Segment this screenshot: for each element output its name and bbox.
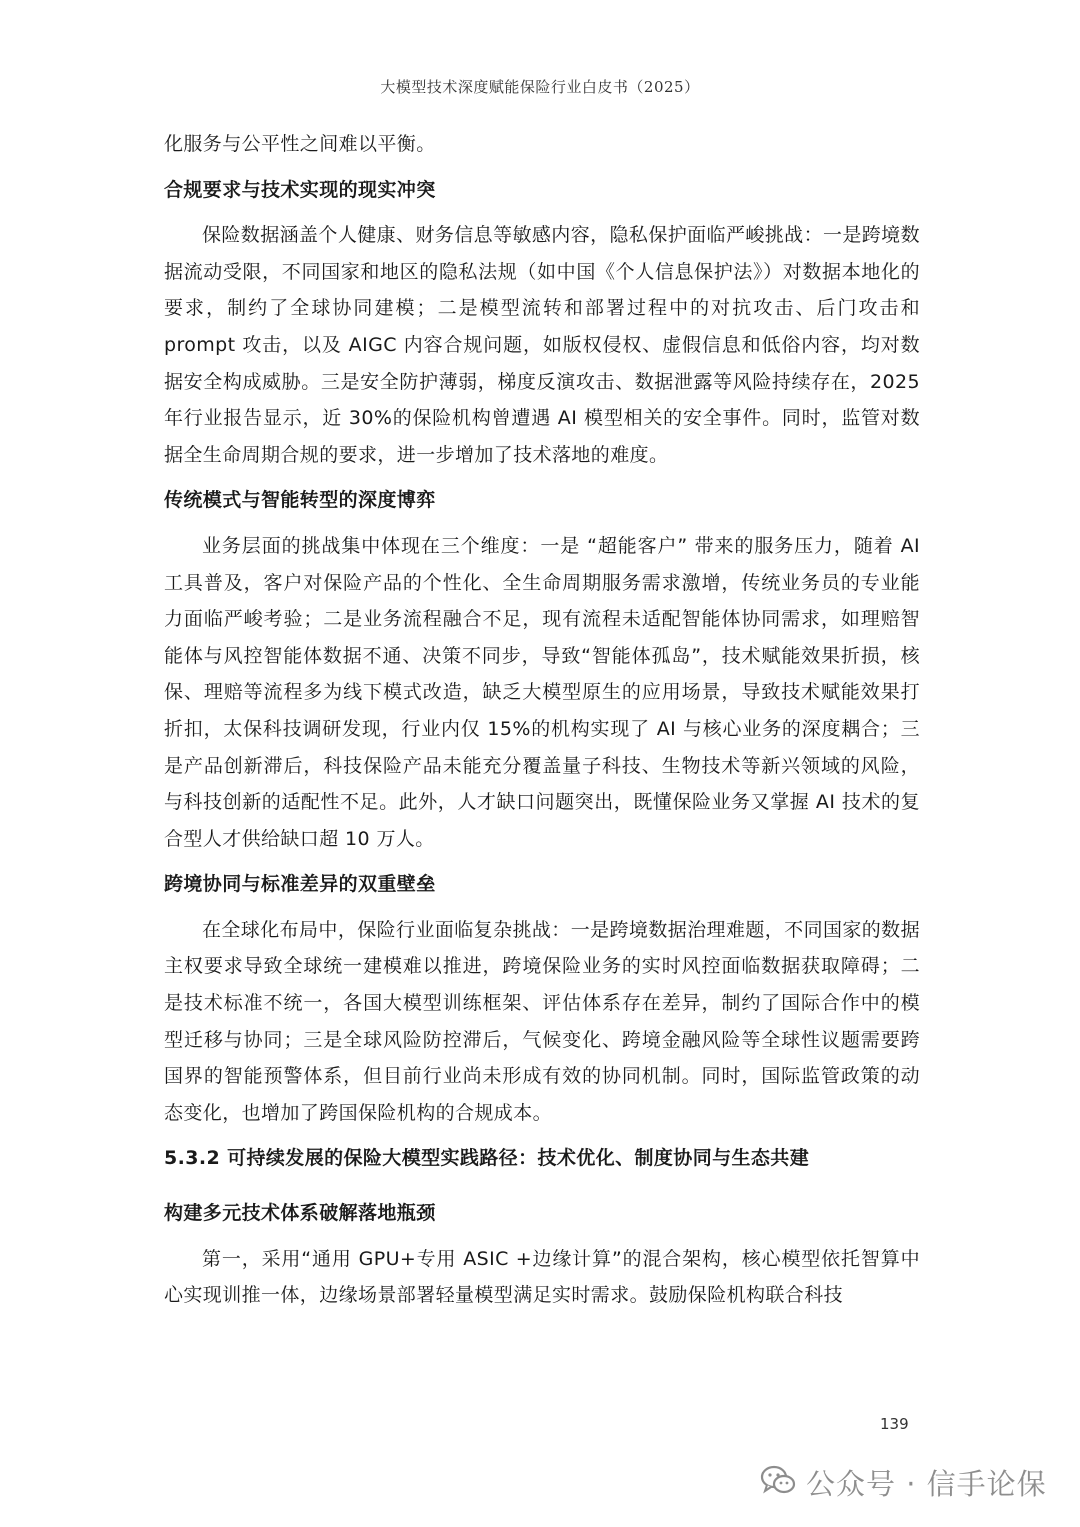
paragraph: 第一，采用“通用 GPU+专用 ASIC +边缘计算”的混合架构，核心模型依托智算中心实现训推一体，边缘场景部署轻量模型满足实时需求。鼓励保险机构联合科技 bbox=[164, 1247, 920, 1307]
section-heading: 构建多元技术体系破解落地瓶颈 bbox=[164, 1202, 436, 1225]
watermark-text: 公众号 · 信手论保 bbox=[806, 1466, 1047, 1501]
subsection-heading: 5.3.2 可持续发展的保险大模型实践路径：技术优化、制度协同与生态共建 bbox=[164, 1147, 810, 1170]
section-heading: 传统模式与智能转型的深度博弈 bbox=[164, 489, 436, 512]
section-heading: 跨境协同与标准差异的双重壁垒 bbox=[164, 873, 436, 896]
running-header: 大模型技术深度赋能保险行业白皮书（2025） bbox=[380, 78, 700, 96]
paragraph: 在全球化布局中，保险行业面临复杂挑战：一是跨境数据治理难题，不同国家的数据主权要求导致全球统一建模难以推进，跨境保险业务的实时风控面临数据获取障碍；二是技术标准不统一，各国大模型训练框架、评估体系存在差异，制约了国际合作中的模型迁移与协同；三是全球风险防控滞后，气候变化、跨境金融风险等全球性议题需要跨国界的智能预警体系，但目前行业尚未形成有效的协同机制。同时，国际监管政策的动态变化，也增加了跨国保险机构的合规成本。 bbox=[164, 918, 920, 1124]
page-number: 139 bbox=[880, 1415, 909, 1433]
section-heading: 合规要求与技术实现的现实冲突 bbox=[164, 178, 436, 201]
paragraph: 保险数据涵盖个人健康、财务信息等敏感内容，隐私保护面临严峻挑战：一是跨境数据流动受限，不同国家和地区的隐私法规（如中国《个人信息保护法》）对数据本地化的要求，制约了全球协同建模；二是模型流转和部署过程中的对抗攻击、后门攻击和 prompt 攻击，以及 AIGC 内容合规问题，如版权侵权、虚假信息和低俗内容，均对数据安全构成威胁。三是安全防护薄弱，梯度反演攻击、数据泄露等风险持续存在，2025 年行业报告显示，近 30%的保险机构曾遭遇 AI 模型相关的安全事件。同时，监管对数据全生命周期合规的要求，进一步增加了技术落地的难度。 bbox=[164, 224, 920, 466]
paragraph: 业务层面的挑战集中体现在三个维度：一是 “超能客户” 带来的服务压力，随着 AI 工具普及，客户对保险产品的个性化、全生命周期服务需求激增，传统业务员的专业能力面临严峻考验；二是业务流程融合不足，现有流程未适配智能体协同需求，如理赔智能体与风控智能体数据不通、决策不同步，导致“智能体孤岛”，技术赋能效果折损，核保、理赔等流程多为线下模式改造，缺乏大模型原生的应用场景，导致技术赋能效果打折扣，太保科技调研发现，行业内仅 15%的机构实现了 AI 与核心业务的深度耦合；三是产品创新滞后，科技保险产品未能充分覆盖量子科技、生物技术等新兴领域的风险，与科技创新的适配性不足。此外，人才缺口问题突出，既懂保险业务又掌握 AI 技术的复合型人才供给缺口超 10 万人。 bbox=[164, 534, 920, 850]
wechat-icon bbox=[760, 1464, 806, 1500]
paragraph: 化服务与公平性之间难以平衡。 bbox=[164, 133, 436, 155]
watermark bbox=[760, 1458, 1047, 1506]
document-body bbox=[164, 126, 920, 1314]
